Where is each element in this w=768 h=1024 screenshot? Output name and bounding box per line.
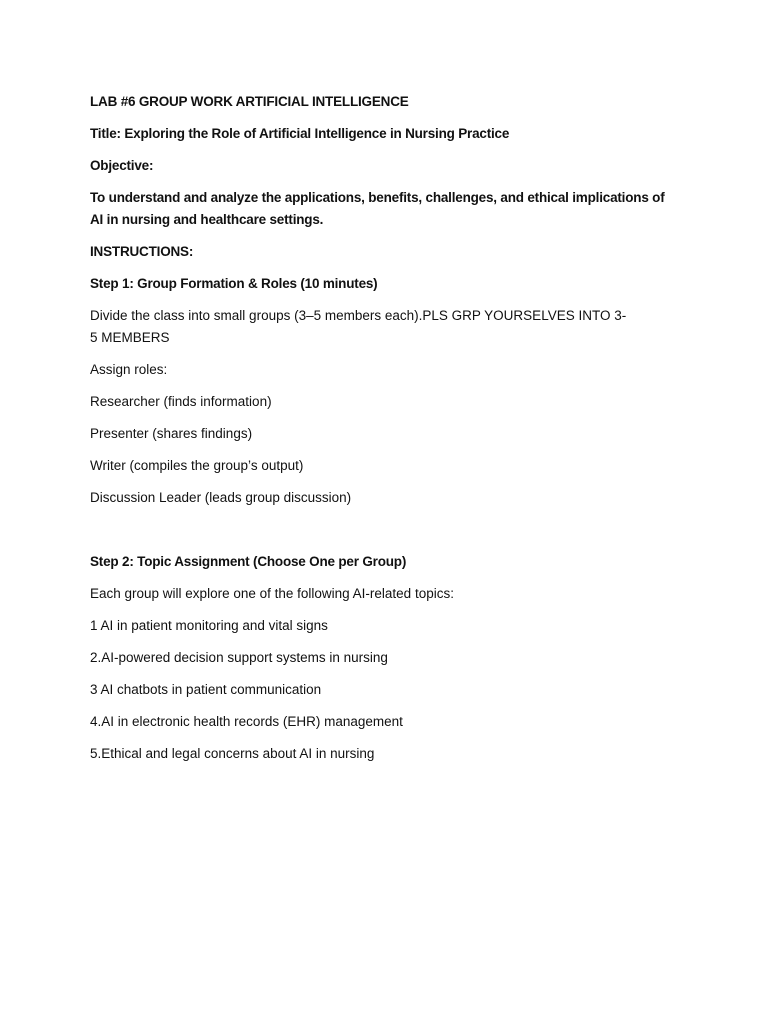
topic-item: 1 AI in patient monitoring and vital signs — [90, 618, 328, 633]
document-title: Title: Exploring the Role of Artificial Intelligence in Nursing Practice — [90, 126, 510, 141]
role-item: Writer (compiles the group’s output) — [90, 458, 304, 473]
lab-heading: LAB #6 GROUP WORK ARTIFICIAL INTELLIGENCE — [90, 94, 409, 109]
step1-heading: Step 1: Group Formation & Roles (10 minutes) — [90, 276, 378, 291]
instructions-label: INSTRUCTIONS: — [90, 244, 194, 259]
assign-roles-label: Assign roles: — [90, 362, 168, 377]
topic-item: 4.AI in electronic health records (EHR) management — [90, 714, 403, 729]
step2-heading: Step 2: Topic Assignment (Choose One per Group) — [90, 554, 407, 569]
objective-label: Objective: — [90, 158, 154, 173]
role-item: Discussion Leader (leads group discussion) — [90, 490, 352, 505]
topic-item: 3 AI chatbots in patient communication — [90, 682, 322, 697]
topic-item: 5.Ethical and legal concerns about AI in nursing — [90, 746, 375, 761]
objective-text: To understand and analyze the applications, benefits, challenges, and ethical implications of AI in nursing and healthcare settings. — [90, 190, 665, 227]
topic-item: 2.AI-powered decision support systems in nursing — [90, 650, 388, 665]
step1-divide-text: Divide the class into small groups (3–5 members each).PLS GRP YOURSELVES INTO 3-5 MEMBERS — [90, 308, 627, 345]
role-item: Presenter (shares findings) — [90, 426, 253, 441]
role-item: Researcher (finds information) — [90, 394, 272, 409]
step2-intro: Each group will explore one of the following AI-related topics: — [90, 586, 454, 601]
